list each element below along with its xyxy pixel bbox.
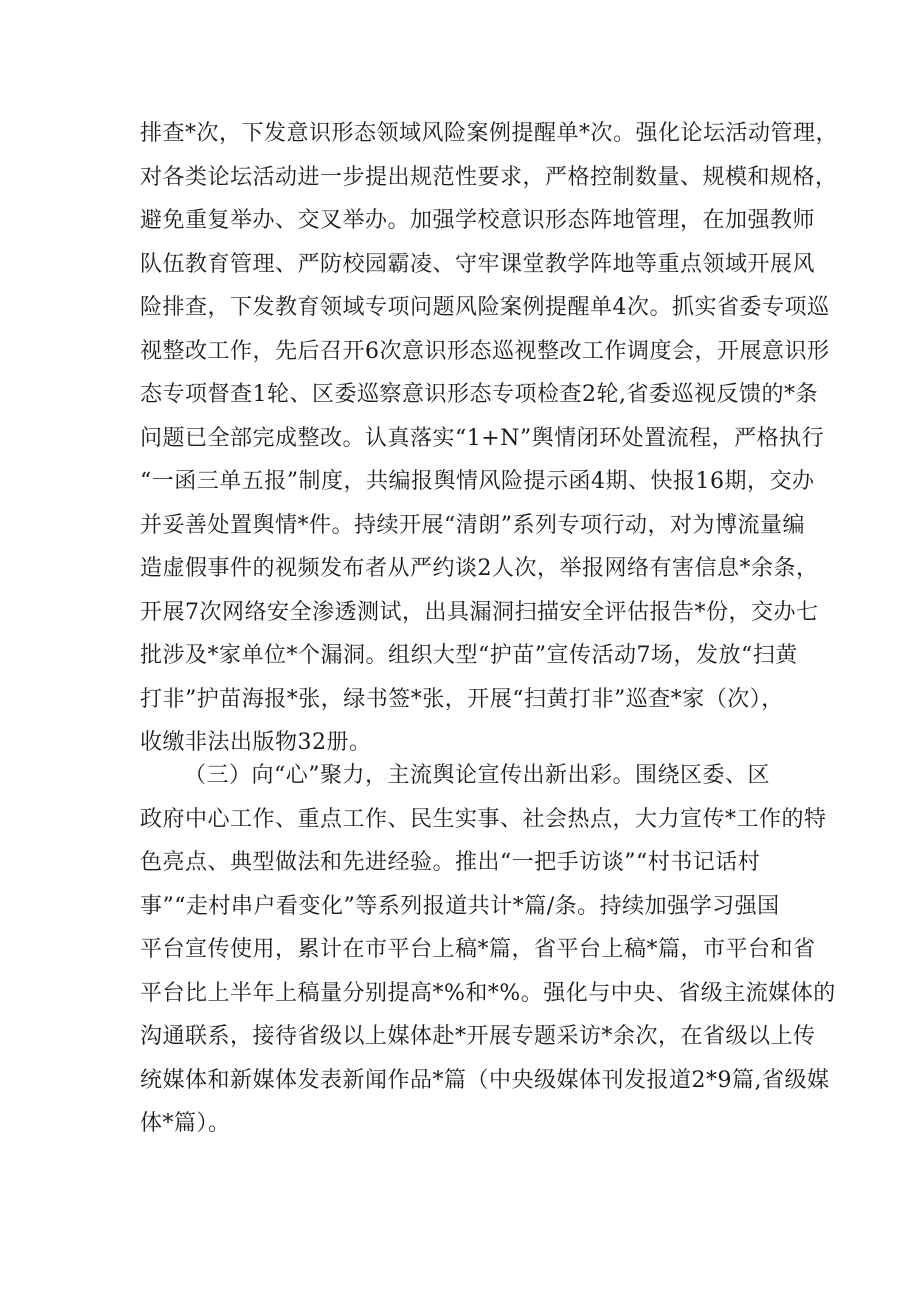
paragraph-line: 态专项督查1轮、区委巡察意识形态专项检查2轮,省委巡视反馈的*条 xyxy=(140,382,818,407)
paragraph-line: “一函三单五报”制度，共编报舆情风险提示函4期、快报16期，交办 xyxy=(140,469,815,494)
paragraph-line: 避免重复举办、交叉举办。加强学校意识形态阵地管理，在加强教师 xyxy=(140,208,816,233)
paragraph-line: 收缴非法出版物32册。 xyxy=(140,730,372,755)
paragraph-line: 平台比上半年上稿量分别提高*%和*%。强化与中央、省级主流媒体的 xyxy=(140,980,836,1006)
paragraph-line: 体*篇）。 xyxy=(140,1111,231,1136)
paragraph-line: 对各类论坛活动进一步提出规范性要求，严格控制数量、规模和规格， xyxy=(140,164,838,190)
paragraph-line: 政府中心工作、重点工作、民生实事、社会热点，大力宣传*工作的特 xyxy=(140,806,827,832)
paragraph-line: 统媒体和新媒体发表新闻作品*篇（中央级媒体刊发报道2*9篇,省级媒 xyxy=(140,1067,830,1093)
paragraph-line: 事”“走村串户看变化”等系列报道共计*篇/条。持续加强学习强国 xyxy=(140,893,780,919)
section-heading-line: （三）向“心”聚力，主流舆论宣传出新出彩。围绕区委、区 xyxy=(184,763,770,788)
paragraph-line: 平台宣传使用，累计在市平台上稿*篇，省平台上稿*篇，市平台和省 xyxy=(140,937,816,962)
paragraph-line: 色亮点、典型做法和先进经验。推出“一把手访谈”“村书记话村 xyxy=(140,850,761,875)
paragraph-line: 开展7次网络安全渗透测试，出具漏洞扫描安全评估报告*份，交办七 xyxy=(140,599,819,625)
paragraph-line: 排查*次，下发意识形态领域风险案例提醒单*次。强化论坛活动管理， xyxy=(140,121,839,146)
paragraph-line: 队伍教育管理、严防校园霸凌、守牢课堂教学阵地等重点领域开展风 xyxy=(140,251,816,277)
paragraph-2 xyxy=(140,754,836,1146)
paragraph-line: 视整改工作，先后召开6次意识形态巡视整改工作调度会，开展意识形 xyxy=(140,338,830,364)
paragraph-line: 沟通联系，接待省级以上媒体赴*开展专题采访*余次，在省级以上传 xyxy=(140,1024,816,1049)
paragraph-line: 问题已全部完成整改。认真落实“1+N”舆情闭环处置流程，严格执行 xyxy=(140,425,825,451)
paragraph-1 xyxy=(140,112,839,765)
paragraph-line: 造虚假事件的视频发布者从严约谈2人次，举报网络有害信息*余条， xyxy=(140,556,819,581)
paragraph-line: 并妥善处置舆情*件。持续开展“清朗”系列专项行动，对为博流量编 xyxy=(140,512,805,538)
paragraph-line: 批涉及*家单位*个漏洞。组织大型“护苗”宣传活动7场，发放“扫黄 xyxy=(140,643,798,668)
paragraph-line: 险排查，下发教育领域专项问题风险案例提醒单4次。抓实省委专项巡 xyxy=(140,295,830,320)
paragraph-line: 打非”护苗海报*张，绿书签*张，开展“扫黄打非”巡查*家（次）， xyxy=(140,686,784,712)
